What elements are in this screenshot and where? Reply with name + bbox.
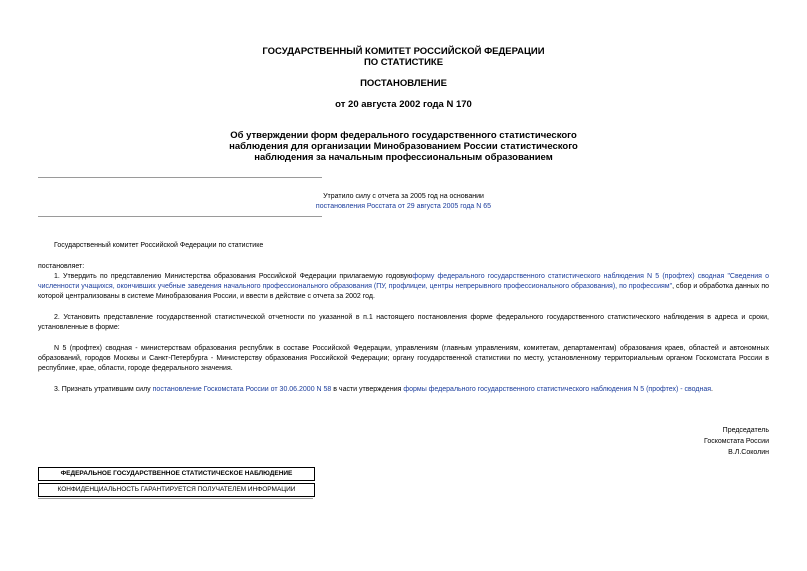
org-name-line1: ГОСУДАРСТВЕННЫЙ КОМИТЕТ РОССИЙСКОЙ ФЕДЕРАЦИИ: [262, 46, 545, 57]
paragraph-2-detail: N 5 (профтех) сводная - министерствам образования республик в составе Российской Федерации, управлениям (главным управлениям, комитетам, департаментам) образования краев, областей и автономных образований, городов Москвы и Санкт-Петербурга - Министерству образования Российской Федерации; органу государственной статистики по месту, установленному территориальным органом Госкомстата России в республике, крае, области, городе федерального значения.: [38, 345, 769, 372]
resolution-58-link[interactable]: постановление Госкомстата России от 30.06.2000 N 58: [152, 386, 332, 393]
paragraph-1: [38, 272, 769, 302]
org-name-line2: ПО СТАТИСТИКЕ: [363, 57, 444, 68]
signer-org: Госкомстата России: [704, 438, 769, 445]
paragraph-1-text-end: , сбор и обработка данных по которой централизованы в системе Минобразования России, и ввести в действие с отчета за 2002 год.: [38, 283, 769, 300]
paragraph-3-text-end: .: [711, 386, 713, 393]
doc-title-line1: Об утверждении форм федерального государственного статистического: [230, 130, 577, 141]
paragraph-3-text-mid: в части утверждения: [331, 386, 404, 393]
doc-date-number: от 20 августа 2002 года N 170: [335, 99, 472, 110]
divider-bottom: [38, 216, 322, 217]
decides-text: постановляет:: [38, 263, 85, 270]
form-5-link[interactable]: формы федерального государственного статистического наблюдения N 5 (профтех) - сводная: [403, 386, 712, 393]
paragraph-3: [38, 385, 769, 395]
signer-name: В.Л.Соколин: [728, 449, 769, 456]
paragraph-2: 2. Установить представление государственной статистической отчетности по указанной в п.1 настоящего постановления форме федерального государственного статистического наблюдения в адреса и сроки, установленные в форме:: [38, 314, 769, 331]
doc-title-line2: наблюдения для организации Минобразованием России статистического: [229, 141, 578, 152]
doc-title-line3: наблюдения за начальным профессиональным образованием: [254, 152, 553, 163]
form-5-proftekh-link[interactable]: форму федерального государственного статистического наблюдения N 5 (профтех) сводная "Сведения о численности учащихся, окончивших учебные заведения начального профессионального образования (ПУ, профлицеи, центры непрерывного профессионального образования), по профессиям": [38, 273, 769, 290]
issuer-text: Государственный комитет Российской Федерации по статистике: [54, 242, 264, 249]
paragraph-3-text: 3. Признать утратившим силу: [54, 386, 153, 393]
signer-role: Председатель: [722, 427, 769, 434]
status-text: Утратило силу с отчета за 2005 год на основании: [323, 193, 484, 200]
federal-observation-box: ФЕДЕРАЛЬНОЕ ГОСУДАРСТВЕННОЕ СТАТИСТИЧЕСКОЕ НАБЛЮДЕНИЕ: [38, 467, 315, 481]
paragraph-1-text: 1. Утвердить по представлению Министерства образования Российской Федерации прилагаемую годовую: [54, 273, 413, 280]
status-link[interactable]: постановления Росстата от 29 августа 2005 года N 65: [315, 203, 492, 210]
box-underline: [38, 498, 313, 499]
confidentiality-box: КОНФИДЕНЦИАЛЬНОСТЬ ГАРАНТИРУЕТСЯ ПОЛУЧАТЕЛЕМ ИНФОРМАЦИИ: [38, 483, 315, 497]
doc-type: ПОСТАНОВЛЕНИЕ: [360, 78, 447, 89]
divider-top: [38, 177, 322, 178]
